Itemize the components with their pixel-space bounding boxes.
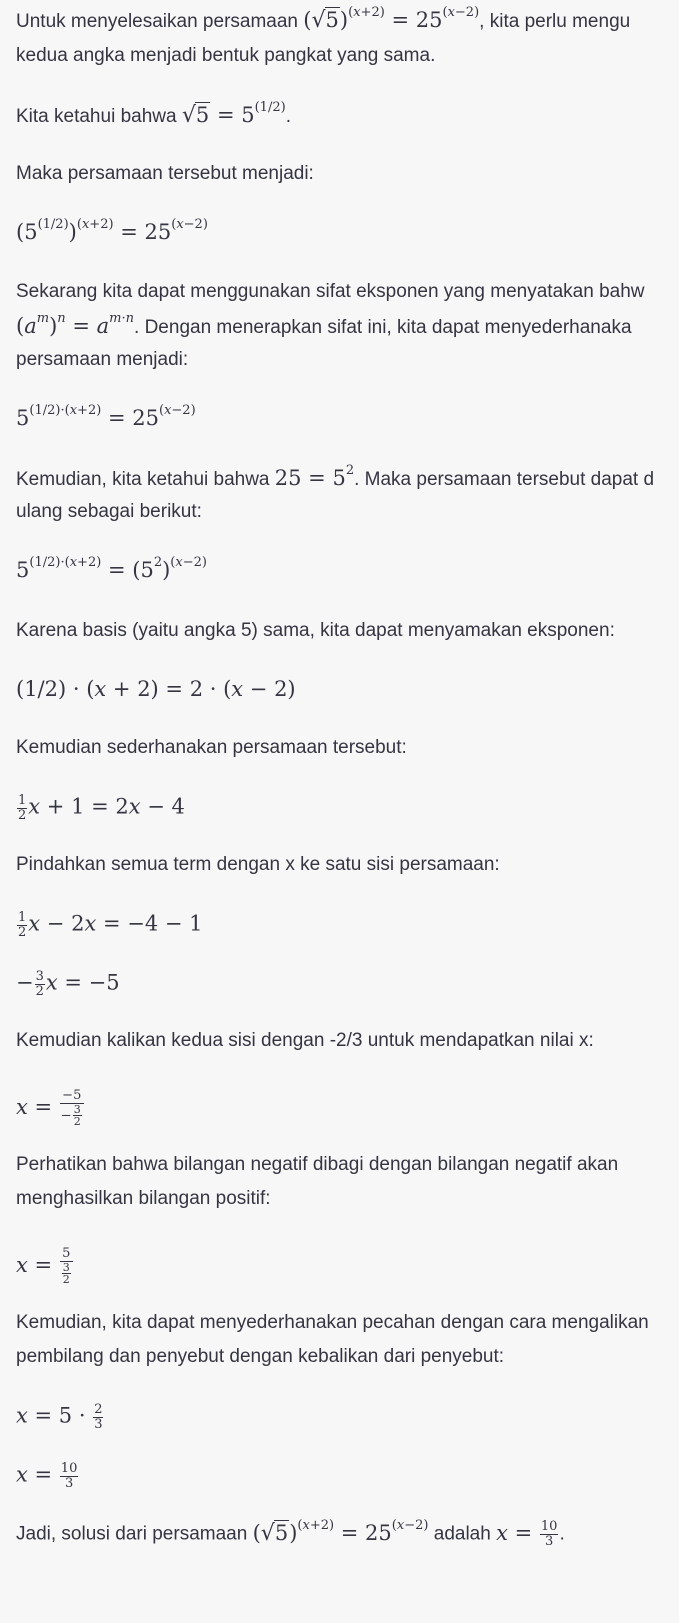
- paragraph-reciprocal-line2: pembilang dan penyebut dengan kebalikan dari penyebut:: [16, 1346, 505, 1367]
- math-original-equation-final: $(√5)^{(x+2)} = 25^{(x-2)}$: [252, 1517, 429, 1546]
- paragraph-move-terms: Pindahkan semua term dengan x ke satu sisi persamaan:: [16, 854, 500, 875]
- paragraph-intro: Untuk menyelesaikan persamaan $(√5)^{(x+2)} = 25^{(x-2)}$, kita perlu mengu: [16, 4, 631, 33]
- paragraph-intro-line2: kedua angka menjadi bentuk pangkat yang sama.: [16, 45, 436, 66]
- math-step-7: − $\frac{3}{2}$ x = −5: [16, 969, 120, 999]
- math-step-1: $(5^{(1/2)})^{(x+2)} = 25^{(x-2)}$: [16, 216, 208, 244]
- math-step-5: $\frac{1}{2}$ x + 1 = 2x − 4: [18, 793, 185, 823]
- paragraph-equation-becomes: Maka persamaan tersebut menjadi:: [16, 163, 314, 184]
- paragraph-25-fact-line2: ulang sebagai berikut:: [16, 501, 202, 522]
- paragraph-conclusion: Jadi, solusi dari persamaan $(√5)^{(x+2)} = 25^{(x-2)}$ adalah x = $\frac{10}{3}$ .: [16, 1517, 565, 1549]
- math-25-equals: $25 = 5^2$: [274, 462, 355, 490]
- math-step-2: $5^{(1/2)\cdot(x+2)} = 25^{(x-2)}$: [16, 402, 196, 430]
- paragraph-exponent-rule: Sekarang kita dapat menggunakan sifat eksponen yang menyatakan bahw: [16, 281, 645, 302]
- paragraph-equal-exponents: Karena basis (yaitu angka 5) sama, kita dapat menyamakan eksponen:: [16, 620, 615, 641]
- math-final-answer: x = $\frac{10}{3}$: [496, 1519, 558, 1549]
- math-step-3: $5^{(1/2)\cdot(x+2)} = (5^2)^{(x-2)}$: [16, 554, 207, 582]
- math-sqrt5-equals: $√5 = 5^{(1/2)}$: [181, 99, 286, 128]
- paragraph-25-fact: Kemudian, kita ketahui bahwa $25 = 5^2$. Maka persamaan tersebut dapat d: [16, 462, 655, 490]
- paragraph-exponent-rule-line3: persamaan menjadi:: [16, 349, 189, 370]
- paragraph-exponent-rule-line2: $(a^m)^n = a^{m\cdot n}$. Dengan menerapkan sifat ini, kita dapat menyederhanaka: [16, 310, 632, 338]
- math-step-10: x = 5 · $\frac{2}{3}$: [16, 1402, 103, 1432]
- math-power-rule: $(a^m)^n = a^{m\cdot n}$: [16, 310, 135, 338]
- math-step-9: x = $\frac{5}{\frac{3}{2}}$: [16, 1247, 74, 1286]
- paragraph-negative-division-line2: menghasilkan bilangan positif:: [16, 1188, 271, 1209]
- math-step-6: $\frac{1}{2}$ x − 2x = −4 − 1: [18, 910, 203, 940]
- paragraph-reciprocal: Kemudian, kita dapat menyederhanakan pecahan dengan cara mengalikan: [16, 1312, 649, 1333]
- paragraph-sqrt-fact: Kita ketahui bahwa $√5 = 5^{(1/2)}$.: [16, 99, 291, 128]
- math-step-8: x = −5 − $\frac{3}{2}$: [16, 1089, 85, 1128]
- math-original-equation: $(√5)^{(x+2)} = 25^{(x-2)}$: [303, 4, 480, 33]
- math-step-4: (1/2) · (x + 2) = 2 · (x − 2): [16, 677, 296, 701]
- paragraph-simplify: Kemudian sederhanakan persamaan tersebut:: [16, 737, 407, 758]
- paragraph-negative-division: Perhatikan bahwa bilangan negatif dibagi dengan bilangan negatif akan: [16, 1154, 619, 1175]
- math-step-11: x = $\frac{10}{3}$: [16, 1461, 78, 1491]
- paragraph-multiply: Kemudian kalikan kedua sisi dengan -2/3 untuk mendapatkan nilai x:: [16, 1030, 594, 1051]
